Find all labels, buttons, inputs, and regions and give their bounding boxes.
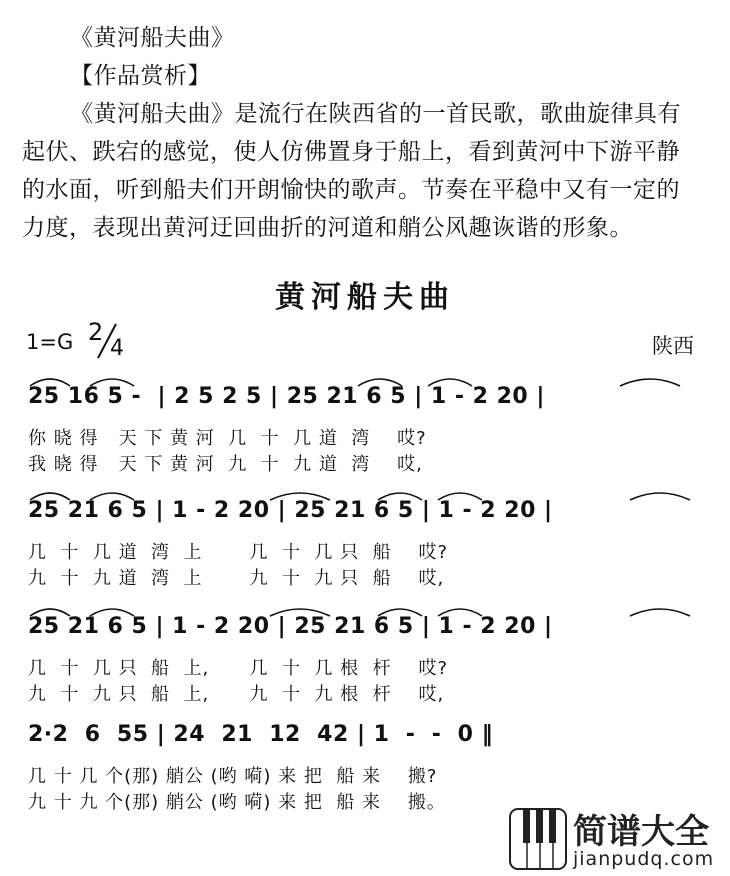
notation-row-2: 25 21 6 5 | 1 - 2 20 | 25 21 6 5 | 1 - 2 20 | [28,498,553,523]
key-signature: 1=G [26,330,74,354]
slur-marks-row-1 [20,372,720,412]
lyrics-row-1-verse-1: 你 晓 得 天 下 黄 河 几 十 几 道 湾 哎? [28,428,427,449]
lyrics-row-4-verse-2: 九 十 九 个(那) 艄公 (哟 嗬) 来 把 船 来 搬。 [28,792,446,813]
lyrics-row-2-verse-1: 几 十 几 道 湾 上 几 十 几 只 船 哎? [28,542,449,563]
intro-line-4: 力度，表现出黄河迂回曲折的河道和艄公风趣诙谐的形象。 [22,215,633,241]
watermark [505,802,730,876]
region-label: 陕西 [652,334,694,358]
section-heading: 【作品赏析】 [70,63,211,89]
intro-line-2: 起伏、跌宕的感觉，使人仿佛置身于船上，看到黄河中下游平静 [22,139,680,165]
time-signature-numerator: 2 [88,318,104,346]
score-title: 黄河船夫曲 [275,280,455,315]
watermark-url: jianpudq.com [573,848,715,870]
lyrics-row-3-verse-1: 几 十 几 只 船 上, 几 十 几 根 杆 哎? [28,658,449,679]
watermark-brand: 简谱大全 [573,812,709,852]
slur-marks-row-3 [20,602,720,642]
lyrics-row-4-verse-1: 几 十 几 个(那) 艄公 (哟 嗬) 来 把 船 来 搬? [28,766,438,787]
notation-row-4: 2·2 6 55 | 24 21 12 42 | 1 - - 0 ‖ [28,722,494,747]
time-signature [88,318,128,362]
lyrics-row-1-verse-2: 我 晓 得 天 下 黄 河 九 十 九 道 湾 哎, [28,454,423,475]
slur-marks-row-2 [20,486,720,526]
notation-row-3: 25 21 6 5 | 1 - 2 20 | 25 21 6 5 | 1 - 2 20 | [28,614,553,639]
intro-line-1: 《黄河船夫曲》是流行在陕西省的一首民歌，歌曲旋律具有 [70,101,681,127]
piano-keys-icon [509,808,567,870]
notation-row-1: 25 16 5 - | 2 5 2 5 | 25 21 6 5 | 1 - 2 20 | [28,384,545,409]
intro-line-3: 的水面，听到船夫们开朗愉快的歌声。节奏在平稳中又有一定的 [22,177,680,203]
time-signature-denominator: 4 [110,336,124,361]
lyrics-row-3-verse-2: 九 十 九 只 船 上, 九 十 九 根 杆 哎, [28,684,445,705]
lyrics-row-2-verse-2: 九 十 九 道 湾 上 九 十 九 只 船 哎, [28,568,445,589]
work-title: 《黄河船夫曲》 [70,25,235,51]
